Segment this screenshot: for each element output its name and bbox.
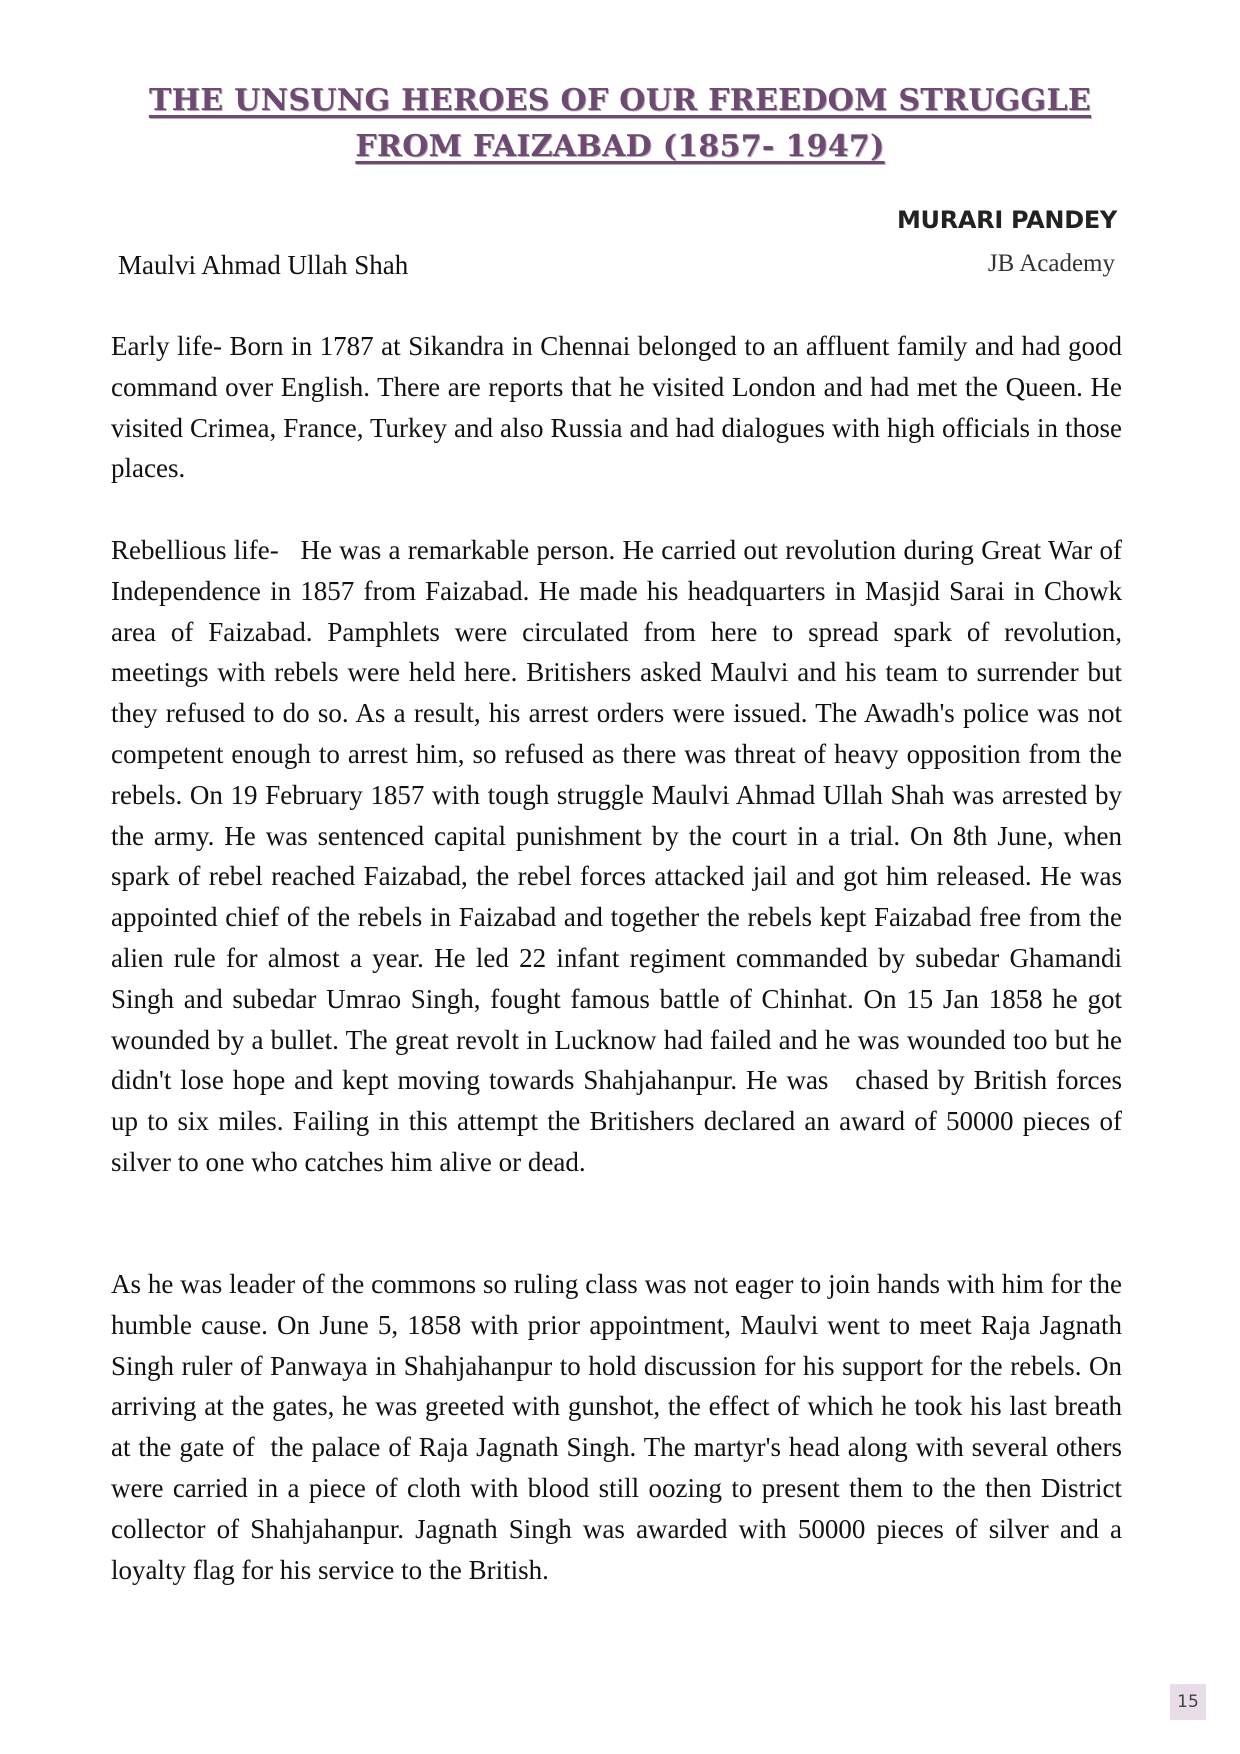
title-line-1: THE UNSUNG HEROES OF OUR FREEDOM STRUGGLE xyxy=(148,83,1092,118)
paragraph-early-life: Early life- Born in 1787 at Sikandra in Chennai belonged to an affluent family and had good command over English. There are reports that he visited London and had met the Queen. He visited Crimea, France, Turkey and also Russia and had dialogues with high officials in those places. xyxy=(111,331,1129,484)
page-title xyxy=(0,78,1240,170)
author-school: JB Academy xyxy=(987,250,1115,277)
paragraph-death: As he was leader of the commons so ruling class was not eager to join hands with him for the humble cause. On June 5, 1858 with prior appointment, Maulvi went to meet Raja Jagnath Singh ruler of Panwaya in Shahjahanpur to hold discussion for his support for the rebels. On arriving at the gates, he was greeted with gunshot, the effect of which he took his last breath at the gate of the palace of Raja Jagnath Singh. The martyr's head along with several others were carried in a piece of cloth with blood still oozing to present them to the then District collector of Shahjahanpur. Jagnath Singh was awarded with 50000 pieces of silver and a loyalty flag for his service to the British. xyxy=(111,1269,1129,1585)
paragraph-rebellious-life: Rebellious life- He was a remarkable person. He carried out revolution during Great War of Independence in 1857 from Faizabad. He made his headquarters in Masjid Sarai in Chowk area of Faizabad. Pamphlets were circulated from here to spread spark of revolution, meetings with rebels were held here. Britishers asked Maulvi and his team to surrender but they refused to do so. As a result, his arrest orders were issued. The Awadh's police was not competent enough to arrest him, so refused as there was threat of heavy opposition from the rebels. On 19 February 1857 with tough struggle Maulvi Ahmad Ullah Shah was arrested by the army. He was sentenced capital punishment by the court in a trial. On 8th June, when spark of rebel reached Faizabad, the rebel forces attacked jail and got him released. He was appointed chief of the rebels in Faizabad and together the rebels kept Faizabad free from the alien rule for almost a year. He led 22 infant regiment commanded by subedar Ghamandi Singh and subedar Umrao Singh, fought famous battle of Chinhat. On 15 Jan 1858 he got wounded by a bullet. The great revolt in Lucknow had failed and he was wounded too but he didn't lose hope and kept moving towards Shahjahanpur. He was chased by British forces up to six miles. Failing in this attempt the Britishers declared an award of 50000 pieces of silver to one who catches him alive or dead. xyxy=(111,535,1129,1177)
title-line-2: FROM FAIZABAD (1857- 1947) xyxy=(355,129,885,164)
page-number-badge: 15 xyxy=(1170,1684,1206,1720)
author-name: MURARI PANDEY xyxy=(896,206,1117,234)
article-subject: Maulvi Ahmad Ullah Shah xyxy=(118,250,409,280)
